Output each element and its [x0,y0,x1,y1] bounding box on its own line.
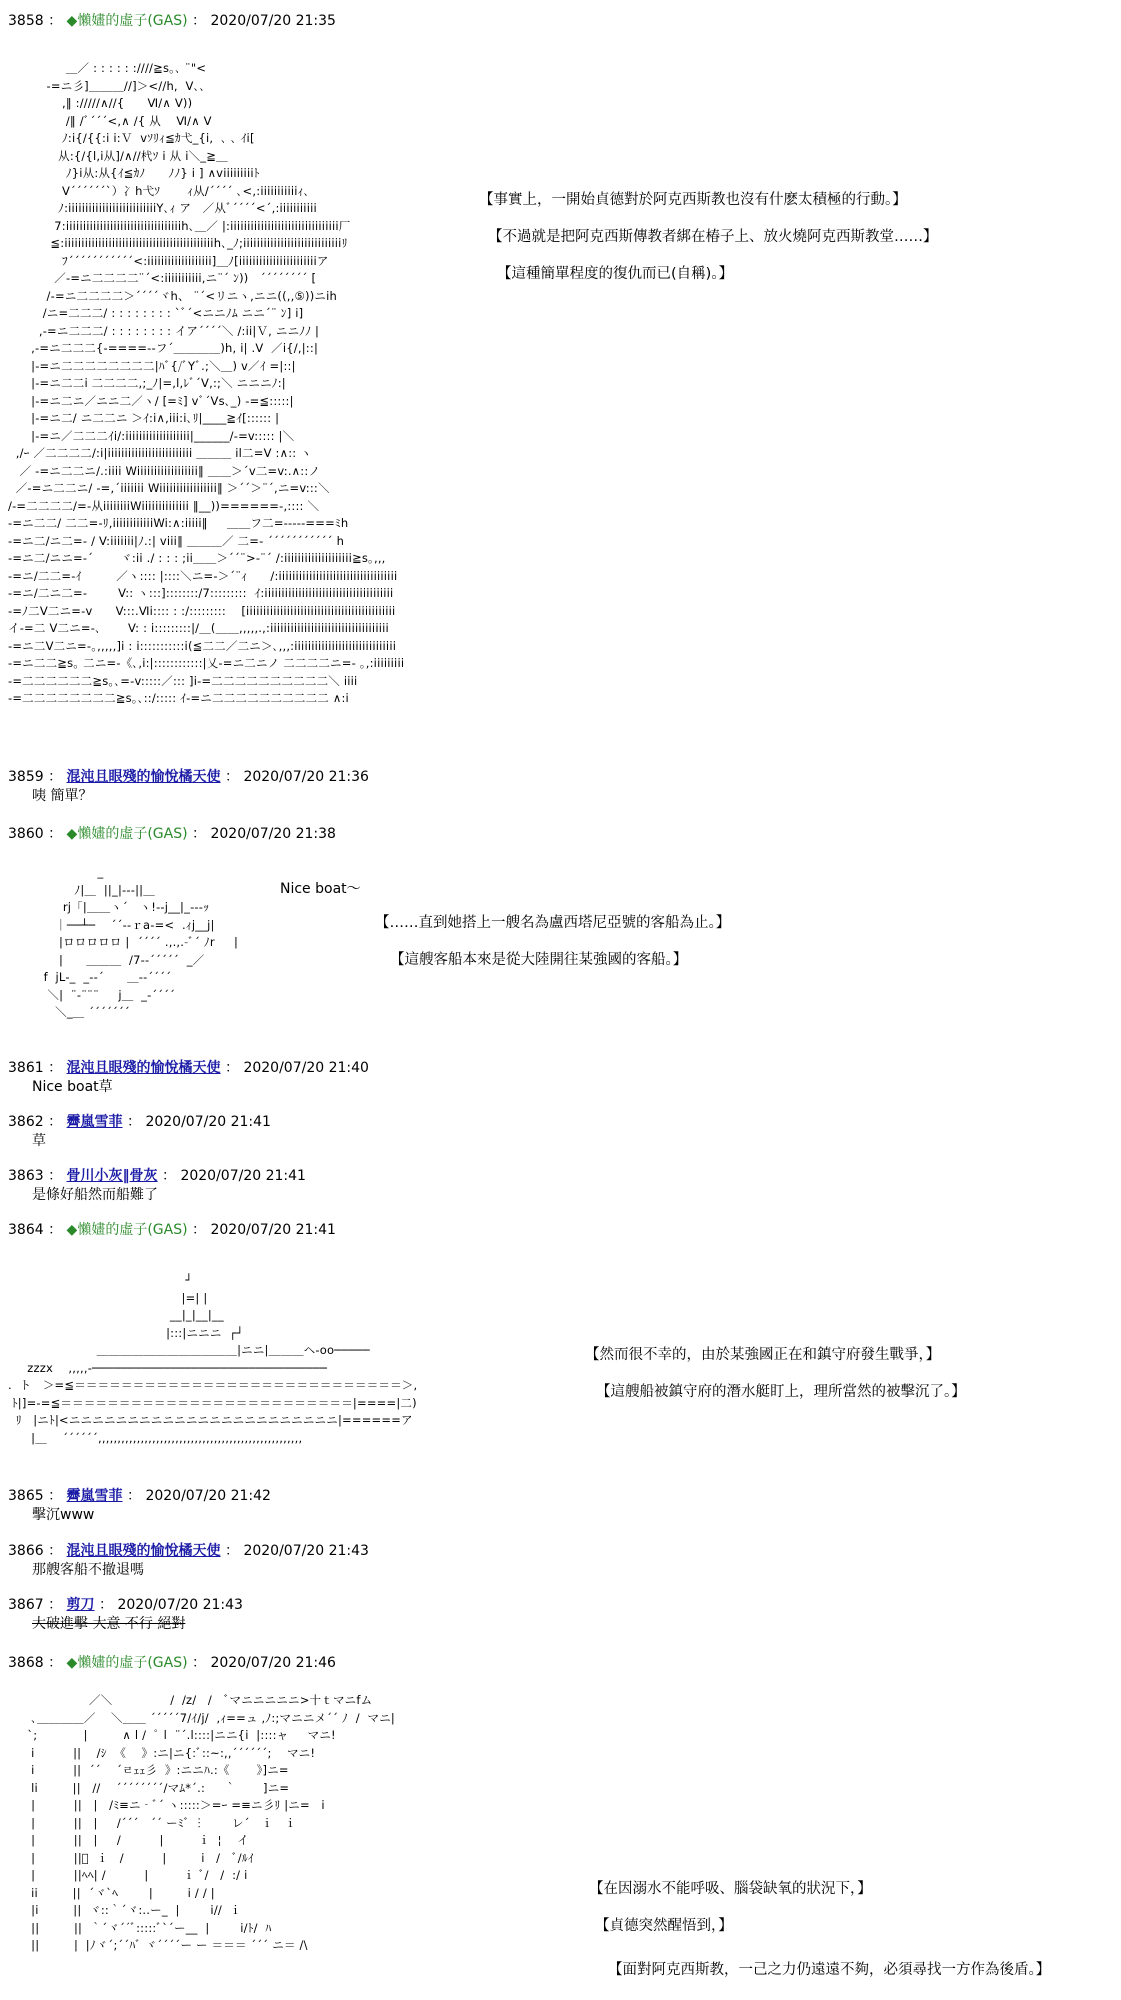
narration-line: 【然而很不幸的，由於某強國正在和鎮守府發生戰爭，】 [585,1347,941,1363]
post-author-link[interactable]: 混沌且眼殘的愉悅橘天使 [66,1060,221,1076]
post-body: 擊沉www [32,1507,95,1523]
post-number: 3861 [8,1060,44,1076]
post-header: 3862 ： 霽嵐雪菲 ： 2020/07/20 21:41 [8,1114,271,1130]
narration-line: 【這艘船被鎮守府的潛水艇盯上，理所當然的被擊沉了。】 [596,1384,966,1400]
post-author-link[interactable]: 霽嵐雪菲 [66,1114,123,1130]
post-author-link[interactable]: 混沌且眼殘的愉悅橘天使 [66,769,221,785]
post-header: 3864 ： ◆懶嫿的虛子(GAS) ： 2020/07/20 21:41 [8,1222,336,1238]
post-date: 2020/07/20 21:41 [210,1222,336,1238]
narration-line: 【不過就是把阿克西斯傳教者綁在椿子上、放火燒阿克西斯教堂……】 [488,229,938,245]
post-body: 大破進擊 大意 不行 絕對 [32,1616,186,1632]
post-number: 3864 [8,1222,44,1238]
post-date: 2020/07/20 21:43 [117,1597,243,1613]
post-body: 草 [32,1133,46,1149]
post-body: 是條好船然而船難了 [32,1187,158,1203]
post-number: 3865 [8,1488,44,1504]
post-author: ◆懶嫿的虛子(GAS) [66,1222,188,1238]
post-header: 3866 ： 混沌且眼殘的愉悅橘天使 ： 2020/07/20 21:43 [8,1543,369,1559]
post-author-link[interactable]: 混沌且眼殘的愉悅橘天使 [66,1543,221,1559]
post-author-link[interactable]: 霽嵐雪菲 [66,1488,123,1504]
post-header: 3860 ： ◆懶嫿的虛子(GAS) ： 2020/07/20 21:38 [8,826,336,842]
narration-line: 【這艘客船本來是從大陸開往某強國的客船。】 [390,952,688,968]
narration-line: 【這種簡單程度的復仇而已(自稱)。】 [497,266,734,282]
post-number: 3862 [8,1114,44,1130]
post-date: 2020/07/20 21:40 [243,1060,369,1076]
post-header: 3863 ： 骨川小灰‖骨灰 ： 2020/07/20 21:41 [8,1168,306,1184]
post-author-link[interactable]: 剪刀 [66,1597,95,1613]
narration-line: 【在因溺水不能呼吸、腦袋缺氧的狀況下，】 [589,1881,872,1897]
post-number: 3866 [8,1543,44,1559]
post-number: 3868 [8,1655,44,1671]
post-body: 那艘客船不撤退嗎 [32,1562,144,1578]
post-header: 3867 ： 剪刀 ： 2020/07/20 21:43 [8,1597,243,1613]
ascii-art: ┘ |=| | __|_|__|__ |:::|ニニニ ┌┘ ＿＿＿＿＿＿＿＿＿＿＿＿|ニニ|＿＿＿ヘ-oo───── zzzx ,,,,,-───────────────────────────────── . ト ＞=≦＝＝＝＝＝＝＝＝＝＝＝＝＝＝＝＝＝＝＝＝＝＝＝＝＝＝＝＝＞, ﾄ|]=-=≦＝＝＝＝＝＝＝＝＝＝＝＝＝＝＝＝＝＝＝＝＝＝＝＝＝|====|二) ﾘ |ニﾄ|<ニニニニニニニニニニニニニニニニニニニニニニニ|======ア |＿ ´´´´´´,,,,,,,,,,,,,,,,,,,,,,,,,,,,,,,,,,,,,,,,,,,,,,,,,,,,, [8,1273,418,1445]
post-body: Nice boat草 [32,1079,113,1095]
post-date: 2020/07/20 21:35 [210,13,336,29]
ascii-art: ／＼ / /z/ / ﾞマニニニニニ>十ｔマニfム ､＿＿＿＿／ ＼＿＿ ´´´´´7/ｲ/j/ ,ｨ==ュ ,ﾉ:;マニニメ´´ ﾉ / マニ| `; | ∧ l / ﾟ l ¨´.l::::|ニニ{i |::::ャ マニ! i || /ｼ 《 》:ニ|ニ{:ﾞ::~:,,´´´´´´; マニ! i || ´´ ´ㄹｪｪ彡 》:ニニﾊ.:《 》]ニ= li || // ´´´´´´´´/マﾑ*´.: ｀ ]ニ= | || | /ﾐ≡ニ‐ﾞ´ ヽ:::::＞=ｰ =≡ニ彡ﾘ |ニ= i | || | /´´´ ´´ ーﾐﾞ ︙ レ´ ｉ ｉ | || | / | ｉ ¦ イ | ||ﾞ ｉ / | i / ﾞ/ﾙｲ | ||ﾍﾍ| / | ｉ ﾞ/ / :/ i ii || ´ヾ`ﾍ | i / / | |i || ヾ::｀´ヾ:..ー_ | i// ｉ || || ｀´ヾ´´ﾞ:::::ﾞ`´ー__ | i/ﾄ/ ﾊ || | |ﾉヾ´;´´ﾊﾞ ヾ´´´´ー ー ＝＝＝ ´´´ ニ＝ /\ [27,1693,395,1952]
post-header: 3859 ： 混沌且眼殘的愉悅橘天使 ： 2020/07/20 21:36 [8,769,369,785]
post-date: 2020/07/20 21:42 [145,1488,271,1504]
nice-boat-caption: Nice boat～ [280,881,361,897]
narration-line: 【……直到她搭上一艘名為盧西塔尼亞號的客船為止。】 [375,915,731,931]
post-number: 3867 [8,1597,44,1613]
post-number: 3863 [8,1168,44,1184]
post-body: 咦 簡單？ [32,788,93,804]
post-author: ◆懶嫿的虛子(GAS) [66,826,188,842]
narration-line: 【事實上，一開始貞德對於阿克西斯教也沒有什麽太積極的行動。】 [479,192,907,208]
post-author: ◆懶嫿的虛子(GAS) [66,13,188,29]
post-author: ◆懶嫿的虛子(GAS) [66,1655,188,1671]
post-header: 3865 ： 霽嵐雪菲 ： 2020/07/20 21:42 [8,1488,271,1504]
ascii-art: ＿／ : : : : : :////≧s｡､ ¨"< -=ニ彡]＿＿＿//]＞<//h, V､､ ,‖ ://///∧//{ Ⅵ/∧ V)) /‖ /ﾞ´´´<,∧ /{ 从 Ⅵ/∧ V ﾉ:i{/{{:i i:Ｖ vｿﾘｨ≦ｶ弋_{i, ､ ､ ｲi[ 从:{/{l,i从]/∧//杙ｿ i 从 i＼_≧＿ ﾉ}i从:从{ｲ≦ｶﾉ ﾉﾉ} i ] ∧viiiiiiiiiﾄ V´´´´´´`）冫h弋ｿ ｨ从/´´´´ ､<,:iiiiiiiiiiiｨ､ ﾉ:iiiiiiiiiiiiiiiiiiiiiiiiiiY､ｨ ア ／从ﾞ´´´´<´,:iiiiiiiiiii 7:iiiiiiiiiiiiiiiiiiiiiiiiiiiiiiiiiih､＿／ |:iiiiiiiiiiiiiiiiiiiiiiiiiiiiiiii厂 ≦:iiiiiiiiiiiiiiiiiiiiiiiiiiiiiiiiiiiiiiiiiiiih､_ﾉ;iiiiiiiiiiiiiiiiiiiiiiiiiiiiiﾘ ﾌ´´´´´´´´´´´<:iiiiiiiiiiiiiiiiiii]＿ﾉ[iiiiiiiiiiiiiiiiiiiiiiiア ／-=ニ二二二二¨´<:iiiiiiiiiii,ニ¨´ ﾝ)) ´´´´´´´´ [ /-=ニ二二二二＞´´´´ヾh、 ¨´<リニヽ,ニニ((,,⑤))ニih /ニ=二二二/ : : : : : : : : `ﾞ´<ニニﾉﾑ ニニ´¨ ﾝ] i] ,-=ニ二二二/ : : : : : : : : イア´´´´＼ /:ii|Ｖ, ニニﾉﾉ | ,-=ニ二二二{-====--フ´＿＿＿＿)h, i| .V ／i{/,|::| |-=ニ二二二二二二二二|ﾊﾞ{/ﾞYﾞ.;＼＿) v／ｲ =|::| |-=ニ二二i 二二二二,;_ﾉ|=,l,ﾚﾞ´V,:;＼ ニニニﾉ:| |-=ニ二ニ／ニニ二／ヽ/ [=ﾐ] vﾞ´Vs､_) -=≦:::::| |-=ニ二/ ニ二二ニ ＞ｲ:i∧,iii:i､ﾘ|____≧ｲ[:::::: | |-=ニ／二二二ｲi/:iiiiiiiiiiiiiiiiiii|______/-=v::::: |＼ ,/ｰ ／二二二二/:i|iiiiiiiiiiiiiiiiiiiiiiiii ＿＿＿ il二=V :∧:: ヽ ／ -=ニ二二ニ/.:iiii Wiiiiiiiiiiiiiiiiii‖ ＿＿＞´v二=v:.∧::ノ ／-=ニ二二ニ/ -=,´iiiiiii Wiiiiiiiiiiiiiiiii‖ ＞´´＞¨´,ニ=v:::＼ /-=二二二二/=-从iiiiiiiiWiiiiiiiiiiiiii ‖__))======-,:::: ＼ -=ニ二二/ 二二=-ﾘ,iiiiiiiiiiiiWi:∧:iiiii‖ ＿＿フ二=-----===ﾐh -=ニ二/ニ二=- / V:iiiiiii|ﾉ.:| viii‖ ＿＿＿／ 二=- ´´´´´´´´´´´ h -=ニ二/ニニ=-´ ヾ:ii ./ : : : ;ii＿＿＞´´¨>-¨´ /:iiiiiiiiiiiiiiiiiiii≧s｡,,, -=ニ/二二=-ｲ ／ヽ:::: |::::＼ニ=-＞´¨ｨ /:iiiiiiiiiiiiiiiiiiiiiiiiiiiiiiiiiii -=ニ/二ニ二=- V:: ヽ:::]::::::::/7::::::::: ｲ:iiiiiiiiiiiiiiiiiiiiiiiiiiiiiiiiiiiiii -=ﾉ二V二ニ=-v V:::.Ⅵi:::: : :/::::::::: [iiiiiiiiiiiiiiiiiiiiiiiiiiiiiiiiiiiiiiiiiiii イ-=二 V二ニ=-､ V: : i:::::::::|/＿(＿＿,,,,,.,:iiiiiiiiiiiiiiiiiiiiiiiiiiiiiiiiiii -=ニ二V二ニ=-｡,,,,,]i : i:::::::::::i(≦二二／二ニ＞､,,,:iiiiiiiiiiiiiiiiiiiiiiiiiiiiii -=ニ二二≧s｡ 二ニ=-《､,i:|::::::::::::|乂-=ニ二ニノ 二二二二ニ=- ｡,:iiiiiiiii -=二二二二二二≧s｡､=-v:::::／::: ]i-=二二二二二二二二二二＼ iiii -=二二二二二二二二≧s｡､::/::::: ｲ-=ニ二二二二二二二二二二 ∧:i [8,61,405,705]
post-date: 2020/07/20 21:41 [145,1114,271,1130]
post-date: 2020/07/20 21:46 [210,1655,336,1671]
narration-line: 【面對阿克西斯教，一己之力仍遠遠不夠，必須尋找一方作為後盾。】 [608,1962,1051,1978]
post-header: 3858 ： ◆懶嫿的虛子(GAS) ： 2020/07/20 21:35 [8,13,336,29]
post-number: 3858 [8,13,44,29]
post-date: 2020/07/20 21:43 [243,1543,369,1559]
post-number: 3859 [8,769,44,785]
post-date: 2020/07/20 21:36 [243,769,369,785]
post-header: 3868 ： ◆懶嫿的虛子(GAS) ： 2020/07/20 21:46 [8,1655,336,1671]
post-number: 3860 [8,826,44,842]
post-header: 3861 ： 混沌且眼殘的愉悅橘天使 ： 2020/07/20 21:40 [8,1060,369,1076]
narration-line: 【貞德突然醒悟到，】 [595,1918,733,1934]
ascii-art: _ ﾉ|＿ ||_|---||＿ rj「|＿＿ヽ´ ヽ!--j__|_---ｯ ｜──┴─ ´´--ｒa-=< .ｨj__j| |ロロロロロ | ´´´´ .,.,.-ﾞ´ ﾉr | | ＿＿＿ /7--´´´´´ _／ f jL-_ _--´ ＿--´´´´ ＼| ¨-¨¨¨ j＿ _-´´´´ ＼_＿ ´´´´´´´ [43,865,239,1019]
post-date: 2020/07/20 21:41 [180,1168,306,1184]
post-date: 2020/07/20 21:38 [210,826,336,842]
post-author-link[interactable]: 骨川小灰‖骨灰 [66,1168,158,1184]
